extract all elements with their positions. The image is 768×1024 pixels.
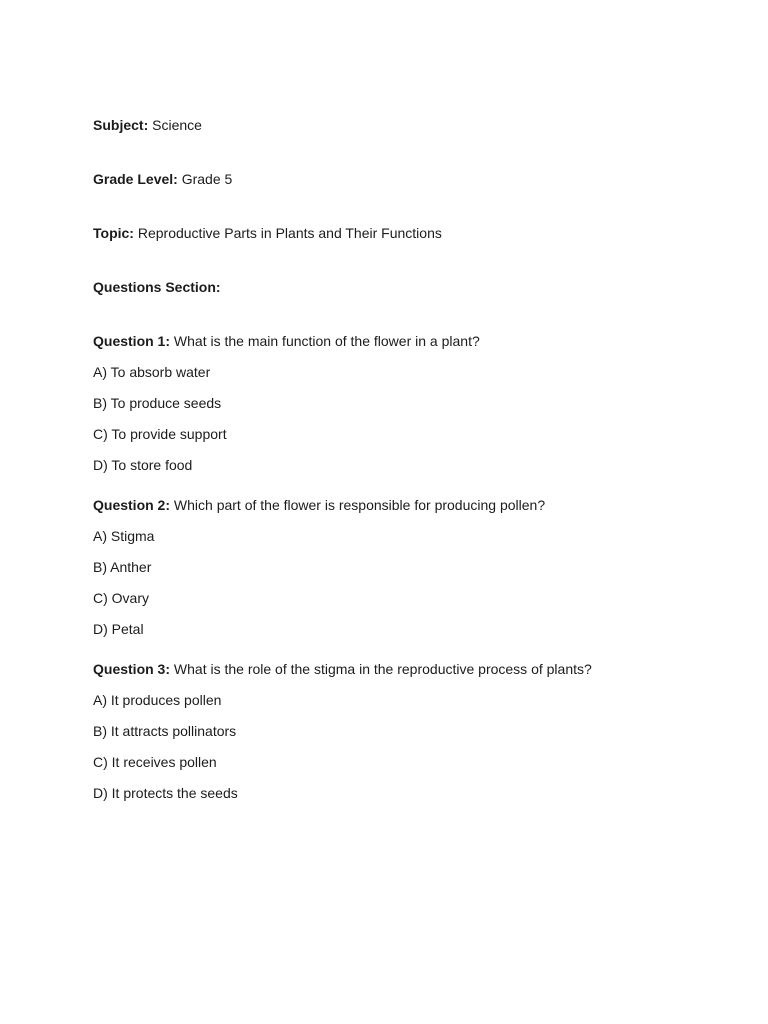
question-2-heading xyxy=(93,497,678,514)
subject-value: Science xyxy=(148,117,202,133)
question-1-option-d: D) To store food xyxy=(93,457,193,473)
grade-level-label: Grade Level: xyxy=(93,171,178,187)
question-3-option-d: D) It protects the seeds xyxy=(93,785,238,801)
question-3-label: Question 3: xyxy=(93,661,171,677)
topic-value: Reproductive Parts in Plants and Their Functions xyxy=(133,225,442,241)
question-3-option-b: B) It attracts pollinators xyxy=(93,723,237,739)
question-2-option-c: C) Ovary xyxy=(93,590,149,606)
question-block-1 xyxy=(93,333,678,474)
question-2-option-d: D) Petal xyxy=(93,621,144,637)
grade-level-line xyxy=(93,171,678,188)
question-2-label: Question 2: xyxy=(93,497,171,513)
questions-section-heading: Questions Section: xyxy=(93,279,221,295)
question-block-3 xyxy=(93,661,678,802)
subject-label: Subject: xyxy=(93,117,149,133)
question-3-text: What is the role of the stigma in the reproductive process of plants? xyxy=(170,661,592,677)
question-3-option-a: A) It produces pollen xyxy=(93,692,222,708)
question-1-option-b: B) To produce seeds xyxy=(93,395,222,411)
question-3-heading xyxy=(93,661,678,678)
question-1-heading xyxy=(93,333,678,350)
question-1-option-a: A) To absorb water xyxy=(93,364,211,380)
topic-line xyxy=(93,225,678,242)
question-block-2 xyxy=(93,497,678,638)
subject-line xyxy=(93,117,678,134)
topic-label: Topic: xyxy=(93,225,134,241)
question-2-text: Which part of the flower is responsible for producing pollen? xyxy=(170,497,546,513)
grade-level-value: Grade 5 xyxy=(177,171,233,187)
question-1-text: What is the main function of the flower in a plant? xyxy=(170,333,480,349)
question-2-option-b: B) Anther xyxy=(93,559,152,575)
question-3-option-c: C) It receives pollen xyxy=(93,754,217,770)
question-2-option-a: A) Stigma xyxy=(93,528,155,544)
question-1-label: Question 1: xyxy=(93,333,171,349)
question-1-option-c: C) To provide support xyxy=(93,426,227,442)
